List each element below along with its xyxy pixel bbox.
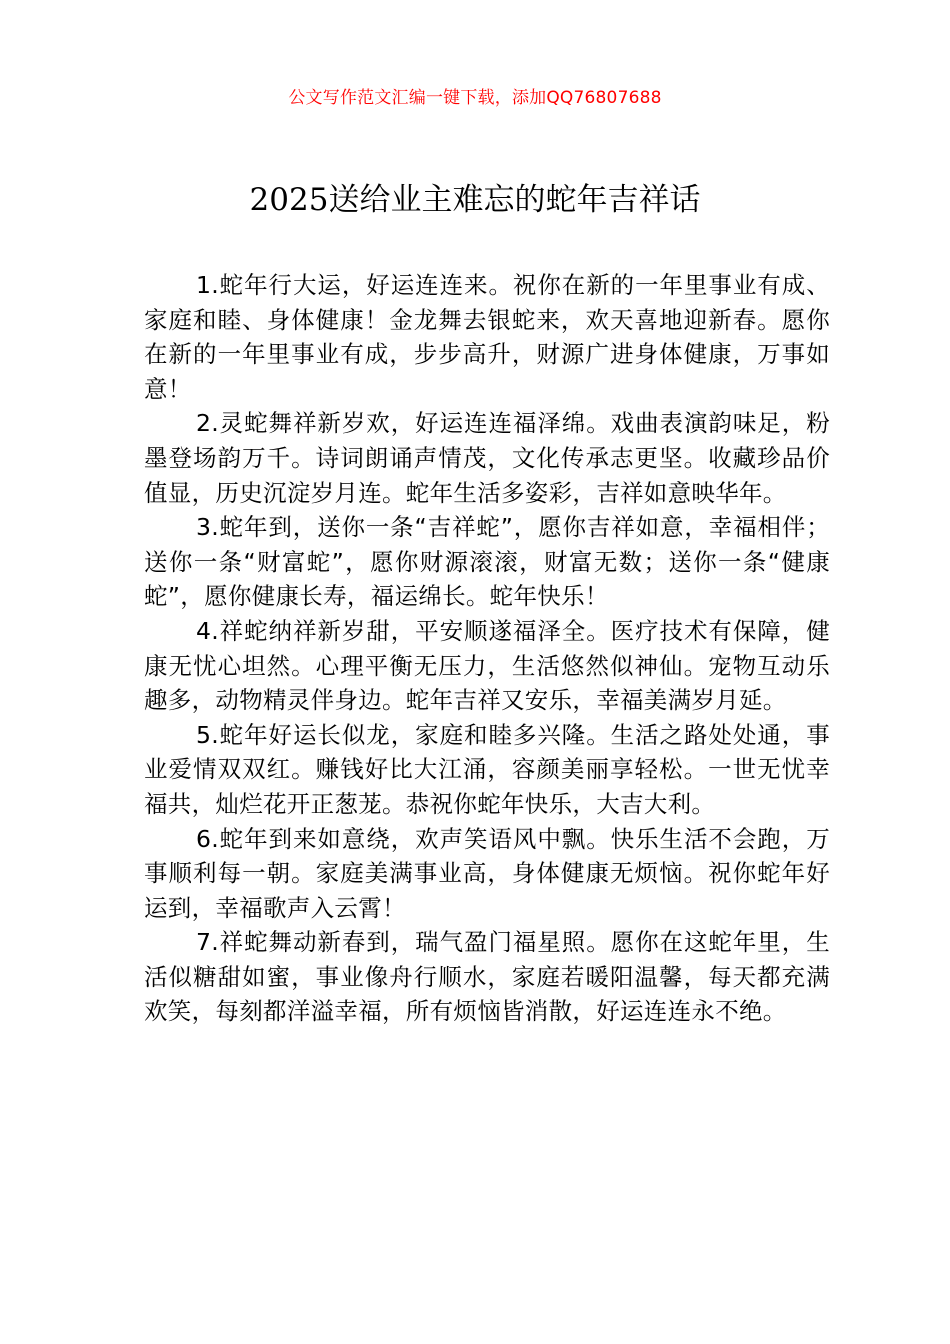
paragraph-6: 6.蛇年到来如意绕，欢声笑语风中飘。快乐生活不会跑，万事顺利每一朝。家庭美满事业高，身体健康无烦恼。祝你蛇年好运到，幸福歌声入云霄！ <box>144 824 830 922</box>
paragraph-3: 3.蛇年到，送你一条“吉祥蛇”，愿你吉祥如意，幸福相伴；送你一条“财富蛇”，愿你财源滚滚，财富无数；送你一条“健康蛇”，愿你健康长寿，福运绵长。蛇年快乐！ <box>144 513 830 611</box>
paragraph-7: 7.祥蛇舞动新春到，瑞气盈门福星照。愿你在这蛇年里，生活似糖甜如蜜，事业像舟行顺水，家庭若暖阳温馨，每天都充满欢笑，每刻都洋溢幸福，所有烦恼皆消散，好运连连永不绝。 <box>144 928 830 1026</box>
download-notice: 公文写作范文汇编一键下载，添加QQ76807688 <box>288 88 662 108</box>
paragraph-2: 2.灵蛇舞祥新岁欢，好运连连福泽绵。戏曲表演韵味足，粉墨登场韵万千。诗词朗诵声情茂，文化传承志更坚。收藏珍品价值显，历史沉淀岁月连。蛇年生活多姿彩，吉祥如意映华年。 <box>144 409 830 507</box>
paragraph-4: 4.祥蛇纳祥新岁甜，平安顺遂福泽全。医疗技术有保障，健康无忧心坦然。心理平衡无压力，生活悠然似神仙。宠物互动乐趣多，动物精灵伴身边。蛇年吉祥又安乐，幸福美满岁月延。 <box>144 616 830 715</box>
paragraph-5: 5.蛇年好运长似龙，家庭和睦多兴隆。生活之路处处通，事业爱情双双红。赚钱好比大江涌，容颜美丽享轻松。一世无忧幸福共，灿烂花开正葱茏。恭祝你蛇年快乐，大吉大利。 <box>144 720 830 818</box>
document-title: 2025送给业主难忘的蛇年吉祥话 <box>249 182 701 218</box>
document-body <box>144 268 830 1029</box>
paragraph-1: 1.蛇年行大运，好运连连来。祝你在新的一年里事业有成、家庭和睦、身体健康！金龙舞去银蛇来，欢天喜地迎新春。愿你在新的一年里事业有成，步步高升，财源广进身体健康，万事如意！ <box>144 271 830 403</box>
